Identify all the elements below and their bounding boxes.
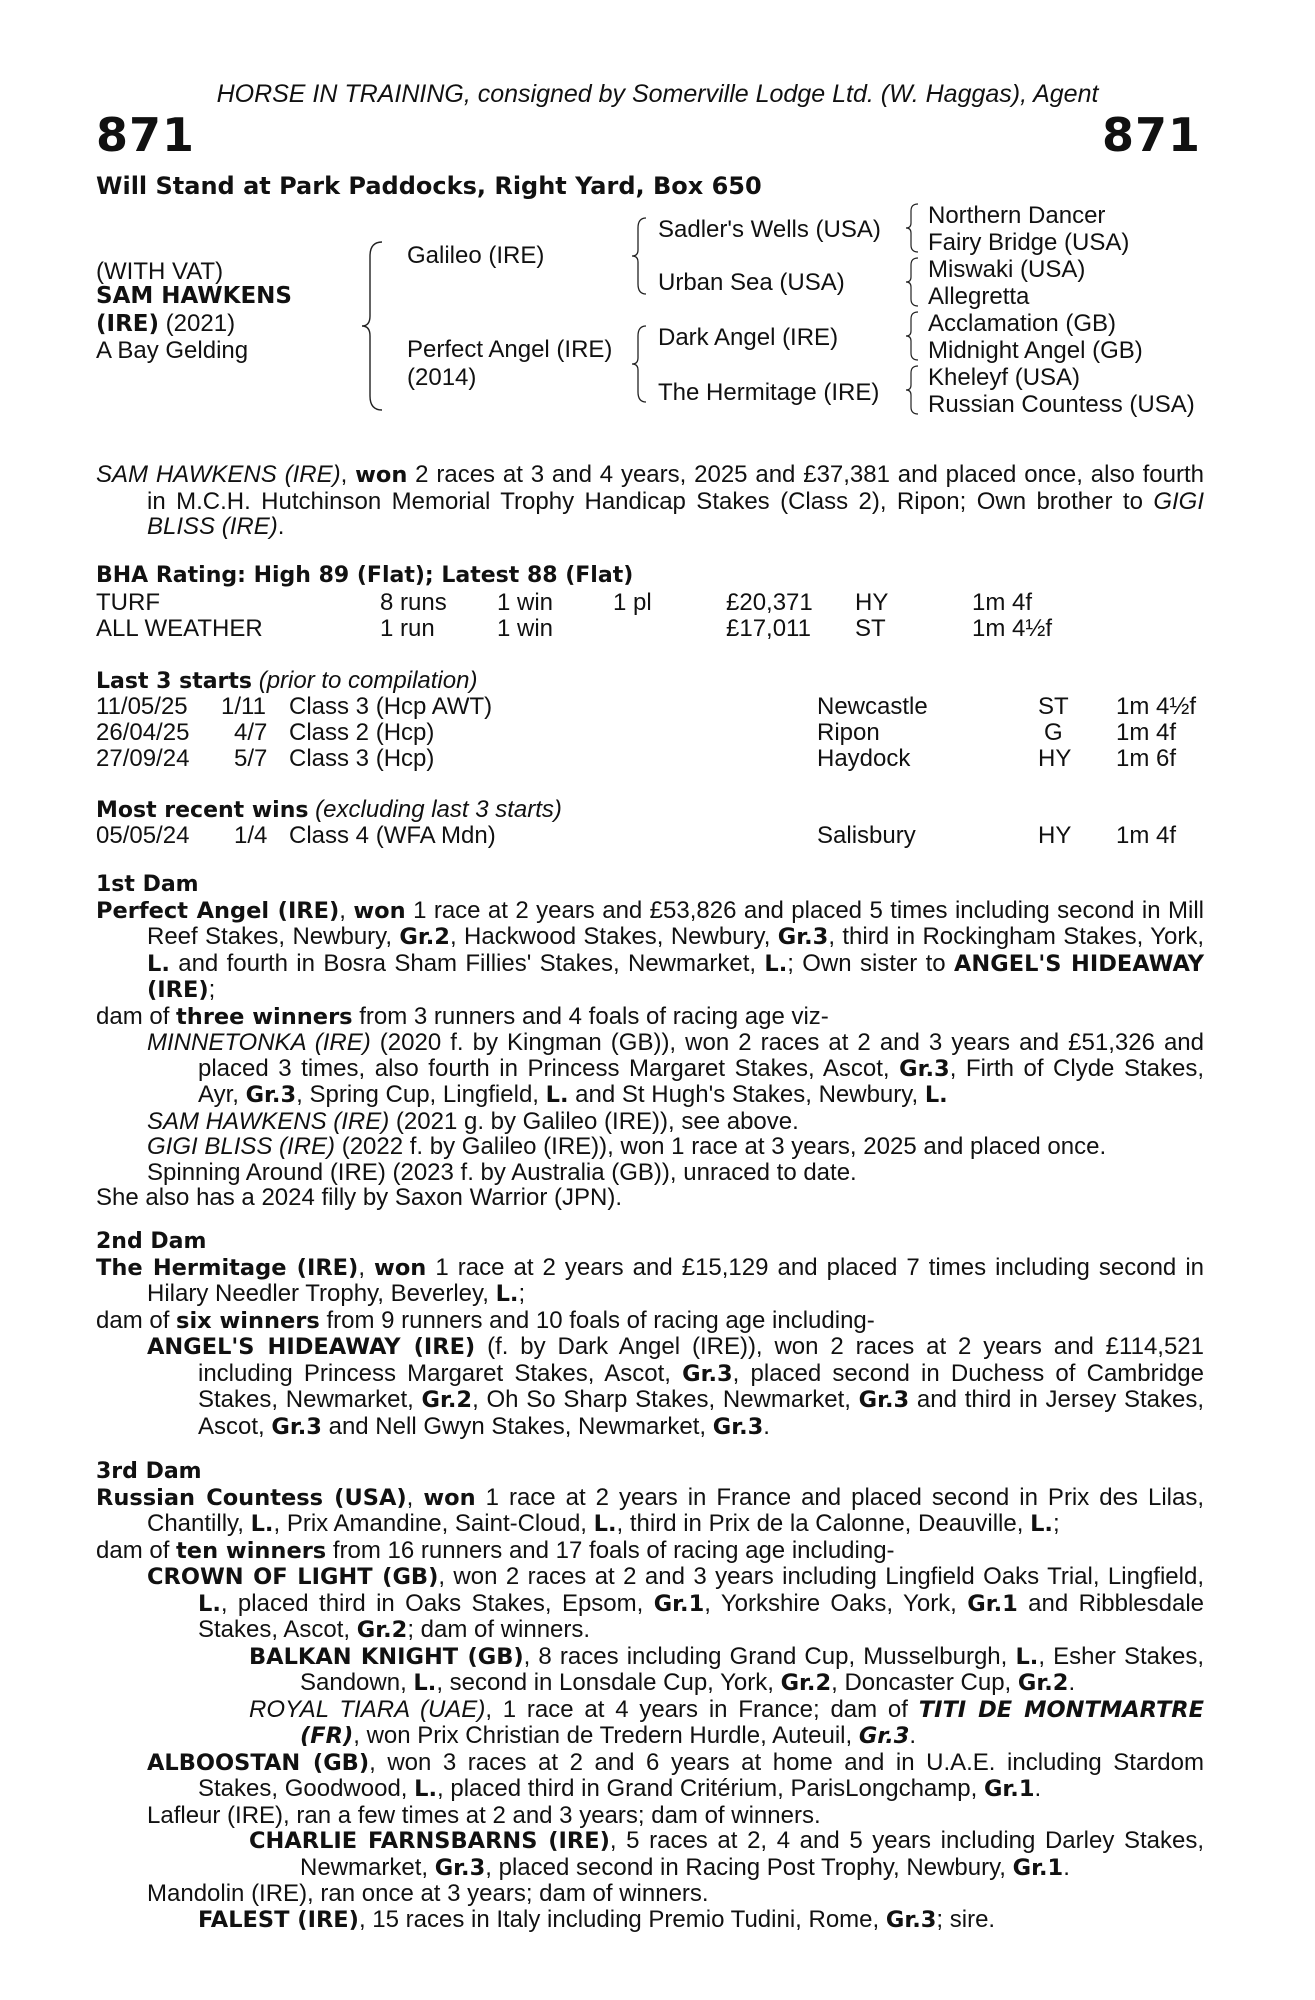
dam1-p1-a: (2020 f. by Kingman (GB)), won 2 races at 2 and 3 years and £51,326 and placed 3 times, also fourth in Princess Margaret Stakes, Ascot, bbox=[198, 1029, 1205, 1082]
last3-row2-course: Ripon bbox=[817, 719, 880, 746]
dam2-p1-a: (f. by Dark Angel (IRE)), won 2 races at 2 years and £114,521 including Princess Margaret Stakes, Ascot, bbox=[198, 1333, 1204, 1387]
dam2-damof-b: from 9 runners and 10 foals of racing age including- bbox=[319, 1306, 875, 1334]
dam1-progeny-3 bbox=[96, 1134, 1204, 1160]
recent-row1-pos: 1/4 bbox=[234, 822, 268, 849]
dam1-also: She also has a 2024 filly by Saxon Warrior (JPN). bbox=[96, 1184, 622, 1211]
dam1-p2-a: (2021 g. by Galileo (IRE)), see above. bbox=[389, 1107, 799, 1135]
last3-row3-pos: 5/7 bbox=[234, 745, 268, 772]
rating-turf-going: HY bbox=[855, 589, 889, 616]
dam3-winners: ten winners bbox=[176, 1537, 327, 1564]
last3-row2-class: Class 2 (Hcp) bbox=[289, 719, 435, 746]
rating-turf-dist: 1m 4f bbox=[972, 589, 1033, 616]
dam1-l2: L. bbox=[764, 950, 788, 977]
dam1-progeny-2 bbox=[96, 1109, 1204, 1135]
last3-row3-class: Class 3 (Hcp) bbox=[289, 745, 435, 772]
vat-note: (WITH VAT) bbox=[96, 258, 224, 285]
recent-note: (excluding last 3 starts) bbox=[308, 796, 562, 823]
dam3-g1-c: , second in Lonsdale Cup, York, bbox=[436, 1669, 781, 1696]
last3-row1-dist: 1m 4½f bbox=[1116, 693, 1197, 720]
sire-sire: Sadler's Wells (USA) bbox=[658, 216, 881, 243]
dam3-won: won bbox=[423, 1484, 476, 1511]
dam3-t1: 1 race at 2 years in France and placed second in Prix des Lilas, Chantilly, bbox=[147, 1483, 1204, 1537]
dam3-g1-l2: L. bbox=[413, 1670, 437, 1696]
dam2-title: 2nd Dam bbox=[96, 1229, 207, 1254]
dam3-c2-b: , placed third in Grand Critérium, ParisLongchamp, bbox=[437, 1775, 984, 1802]
dam3-g4-a: , 15 races in Italy including Premio Tudini, Rome, bbox=[358, 1905, 886, 1933]
dam3-damof-a: dam of bbox=[96, 1536, 177, 1564]
dam1-p1-l2: L. bbox=[924, 1082, 948, 1108]
dam1-t2: , Hackwood Stakes, Newbury, bbox=[449, 923, 778, 950]
dam1-t1: 1 race at 2 years and £53,826 and placed 5 times including second in Mill Reef Stakes, Newbury, bbox=[147, 896, 1204, 950]
intro-end: . bbox=[277, 513, 285, 540]
dam3-g2-b: , won Prix Christian de Tredern Hurdle, Auteuil, bbox=[353, 1722, 859, 1749]
dam3-section bbox=[96, 1459, 1204, 1933]
dam3-damof-b: from 16 runners and 17 foals of racing age including- bbox=[326, 1536, 895, 1564]
dam3-g2-g: Gr.3 bbox=[858, 1723, 910, 1749]
recent-row1-going: HY bbox=[1038, 822, 1072, 849]
pedigree-brace-sd bbox=[904, 256, 922, 308]
horse-name: SAM HAWKENS bbox=[96, 283, 292, 309]
rating-aw-going: ST bbox=[855, 615, 886, 642]
dam3-g1-e: . bbox=[1068, 1669, 1076, 1696]
dam2-p1-g5: Gr.3 bbox=[712, 1413, 764, 1440]
ss-dam: Fairy Bridge (USA) bbox=[928, 229, 1130, 256]
dam1-section bbox=[96, 872, 1204, 1211]
dam2-p1-g2: Gr.2 bbox=[421, 1387, 473, 1413]
dam3-t3: , third in Prix de la Calonne, Deauville, bbox=[616, 1510, 1031, 1537]
last3-row3-date: 27/09/24 bbox=[96, 745, 190, 772]
rating-aw-dist: 1m 4½f bbox=[972, 615, 1053, 642]
dam1-won: won bbox=[353, 897, 406, 924]
dam-dam: The Hermitage (IRE) bbox=[658, 379, 880, 406]
last3-row3-going: HY bbox=[1038, 745, 1072, 772]
dam-year: (2014) bbox=[407, 364, 477, 391]
dam1-l1: L. bbox=[147, 950, 170, 977]
pedigree-brace-dam bbox=[630, 324, 652, 404]
last3-row1-course: Newcastle bbox=[817, 693, 928, 720]
dam3-c1-name: CROWN OF LIGHT (GB) bbox=[147, 1564, 439, 1590]
pedigree-brace-dd bbox=[904, 364, 922, 416]
dam2-won: won bbox=[374, 1254, 427, 1281]
dam3-grandchild-2 bbox=[147, 1697, 1204, 1750]
dam3-c1-a: , won 2 races at 2 and 3 years including Lingfield Oaks Trial, Lingfield, bbox=[438, 1563, 1204, 1590]
ss-sire: Northern Dancer bbox=[928, 202, 1106, 229]
dam3-g2-name: ROYAL TIARA (UAE) bbox=[249, 1695, 486, 1723]
rating-aw-wins: 1 win bbox=[497, 615, 554, 642]
intro-paragraph: SAM HAWKENS (IRE), won 2 races at 3 and 4 years, 2025 and £37,381 and placed once, also fourth in M.C.H. Hutchinson Memorial Trophy Handicap Stakes (Class 2), Ripon; Own brother to GIGI BLISS (IRE). bbox=[96, 461, 1204, 540]
dam3-g2-a: , 1 race at 4 years in France; dam of bbox=[485, 1695, 919, 1723]
dam3-child-2 bbox=[96, 1750, 1204, 1803]
dam3-g4-g: Gr.3 bbox=[885, 1906, 937, 1933]
dam3-g3-b: , placed second in Racing Post Trophy, Newbury, bbox=[485, 1853, 1013, 1881]
dam3-race-record: Russian Countess (USA), won 1 race at 2 years in France and placed second in Prix des Lilas, Chantilly, L., Prix Amandine, Saint-Cloud, L., third in Prix de la Calonne, Deauville, L.; bbox=[96, 1483, 1204, 1537]
dam3-grandchild-1 bbox=[147, 1644, 1204, 1697]
last3-row3-course: Haydock bbox=[817, 745, 911, 772]
dam3-title: 3rd Dam bbox=[96, 1459, 202, 1484]
last3-note: (prior to compilation) bbox=[252, 667, 478, 694]
dam2-p1-b: , placed second in Duchess of Cambridge Stakes, Newmarket, bbox=[198, 1359, 1204, 1413]
dam3-grandchild-4 bbox=[96, 1907, 1204, 1934]
dam1-progeny-1 bbox=[96, 1030, 1204, 1109]
dam: Perfect Angel (IRE) bbox=[407, 336, 613, 363]
recent-row1-class: Class 4 (WFA Mdn) bbox=[289, 822, 496, 849]
dam1-damof-b: from 3 runners and 4 foals of racing age viz- bbox=[352, 1002, 829, 1030]
rating-title: BHA Rating: High 89 (Flat); Latest 88 (Flat) bbox=[96, 563, 634, 588]
dam1-t5: ; Own sister to bbox=[787, 949, 954, 977]
last3-row2-going: G bbox=[1044, 719, 1063, 746]
last3-row1-going: ST bbox=[1038, 693, 1069, 720]
rating-aw-surface: ALL WEATHER bbox=[96, 615, 263, 642]
dam3-child-4: Mandolin (IRE), ran once at 3 years; dam of winners. bbox=[147, 1880, 709, 1907]
dam3-g3-name: CHARLIE FARNSBARNS (IRE) bbox=[249, 1828, 610, 1854]
dam3-g1-name: BALKAN KNIGHT (GB) bbox=[249, 1643, 524, 1670]
last3-row1-class: Class 3 (Hcp AWT) bbox=[289, 693, 493, 720]
dam3-c1-e: ; dam of winners. bbox=[407, 1616, 591, 1643]
dam2-t2: ; bbox=[518, 1280, 526, 1307]
dam3-t4: ; bbox=[1052, 1510, 1060, 1537]
dam3-child-3: Lafleur (IRE), ran a few times at 2 and 3 years; dam of winners. bbox=[147, 1801, 821, 1829]
dam2-progeny-1 bbox=[96, 1334, 1204, 1440]
last3-row2-dist: 1m 4f bbox=[1116, 719, 1177, 746]
dam3-g1-a: , 8 races including Grand Cup, Musselburgh, bbox=[523, 1642, 1016, 1670]
dam1-p1-g2: Gr.3 bbox=[245, 1082, 297, 1108]
recent-title-line bbox=[96, 796, 562, 824]
dam2-p1-d: and third in Jersey Stakes, Ascot, bbox=[198, 1386, 1204, 1440]
dam1-t6: ; bbox=[208, 976, 216, 1003]
sire-dam: Urban Sea (USA) bbox=[658, 269, 845, 296]
dam1-p3-a: (2022 f. by Galileo (IRE)), won 1 race at 3 years, 2025 and placed once. bbox=[335, 1133, 1107, 1160]
dam2-p1-name: ANGEL'S HIDEAWAY (IRE) bbox=[147, 1334, 476, 1360]
dam3-g1-d: , Doncaster Cup, bbox=[831, 1669, 1018, 1696]
last3-row2-pos: 4/7 bbox=[234, 719, 268, 746]
dam1-p1-c: , Spring Cup, Lingfield, bbox=[296, 1081, 546, 1108]
horse-country: (IRE) bbox=[96, 311, 160, 337]
dam2-damof-a: dam of bbox=[96, 1306, 177, 1334]
dam3-g2-c: . bbox=[909, 1722, 917, 1749]
dam1-race-record: Perfect Angel (IRE), won 1 race at 2 years and £53,826 and placed 5 times including second in Mill Reef Stakes, Newbury, Gr.2, Hackwood Stakes, Newbury, Gr.3, third in Rockingham Stakes, York, L. and fourth in Bosra Sham Fillies' Stakes, Newmarket, L.; Own sister to ANGEL'S HIDEAWAY (IRE); bbox=[96, 896, 1205, 1003]
dam1-p1-d: and St Hugh's Stakes, Newbury, bbox=[568, 1081, 925, 1108]
rating-aw-runs: 1 run bbox=[380, 615, 435, 642]
last3-row1-pos: 1/11 bbox=[221, 693, 266, 720]
dam3-g1-b: , Esher Stakes, Sandown, bbox=[300, 1642, 1204, 1696]
horse-origin-line bbox=[96, 310, 235, 338]
dam1-p1-g1: Gr.3 bbox=[899, 1055, 950, 1082]
sire: Galileo (IRE) bbox=[407, 242, 545, 269]
rating-turf-surface: TURF bbox=[96, 589, 160, 616]
dam2-p1-g3: Gr.3 bbox=[858, 1387, 910, 1413]
intro-text: 2 races at 3 and 4 years, 2025 and £37,381 and placed once, also fourth in M.C.H. Hutchinson Memorial Trophy Handicap Stakes (Class 2), Ripon; Own brother to bbox=[147, 461, 1204, 515]
dam3-l1: L. bbox=[250, 1511, 274, 1537]
dam3-g4-name: FALEST (IRE) bbox=[198, 1906, 359, 1933]
dam3-c2-a: , won 3 races at 2 and 6 years at home and in U.A.E. including Stardom Stakes, Goodwood, bbox=[198, 1748, 1204, 1802]
pedigree-brace-ds bbox=[904, 310, 922, 362]
dam3-g3-g1: Gr.3 bbox=[434, 1854, 486, 1881]
dam2-winners: six winners bbox=[176, 1307, 320, 1334]
dam3-g1-g1: Gr.2 bbox=[780, 1670, 832, 1696]
dam3-c1-b: , placed third in Oaks Stakes, Epsom, bbox=[220, 1589, 654, 1617]
horse-description: A Bay Gelding bbox=[96, 337, 249, 364]
dam3-damof bbox=[96, 1538, 1204, 1565]
dam3-name: Russian Countess (USA) bbox=[96, 1484, 407, 1511]
pedigree-brace-ss bbox=[904, 202, 922, 254]
dam3-c2-c: . bbox=[1034, 1775, 1042, 1802]
dam1-g2: Gr.3 bbox=[777, 924, 829, 950]
dam1-p1-l1: L. bbox=[545, 1082, 569, 1108]
dam3-g1-g2: Gr.2 bbox=[1017, 1670, 1069, 1696]
dam2-p1-f: . bbox=[763, 1412, 770, 1440]
dam1-damof bbox=[96, 1004, 1204, 1031]
rating-turf-wins: 1 win bbox=[497, 589, 554, 616]
dam3-c1-l1: L. bbox=[198, 1590, 221, 1617]
last3-title-line bbox=[96, 667, 477, 695]
rating-turf-runs: 8 runs bbox=[380, 589, 447, 616]
ds-sire: Acclamation (GB) bbox=[928, 310, 1117, 337]
dam3-grandchild-3 bbox=[147, 1828, 1204, 1881]
dam3-g3-a: , 5 races at 2, 4 and 5 years including Darley Stakes, Newmarket, bbox=[300, 1827, 1204, 1881]
lot-number-right: 871 bbox=[1101, 108, 1201, 162]
dam3-t2: , Prix Amandine, Saint-Cloud, bbox=[273, 1510, 594, 1537]
dam3-c1-d: and Ribblesdale Stakes, Ascot, bbox=[198, 1589, 1205, 1643]
dam3-c2-g: Gr.1 bbox=[983, 1776, 1035, 1802]
dam1-damof-a: dam of bbox=[96, 1002, 177, 1030]
dam1-p2-name: SAM HAWKENS (IRE) bbox=[147, 1107, 390, 1135]
pedigree-brace-sire bbox=[630, 216, 652, 296]
dam3-c1-g1: Gr.1 bbox=[653, 1590, 705, 1617]
dam3-g3-g2: Gr.1 bbox=[1012, 1854, 1064, 1881]
dam2-name: The Hermitage (IRE) bbox=[96, 1254, 359, 1281]
dam2-section bbox=[96, 1229, 1204, 1440]
dd-dam: Russian Countess (USA) bbox=[928, 391, 1195, 418]
dam2-damof bbox=[96, 1308, 1204, 1335]
dam3-c1-c: , Yorkshire Oaks, York, bbox=[704, 1589, 968, 1617]
dam2-t1: 1 race at 2 years and £15,129 and placed 7 times including second in Hilary Needler Trophy, Beverley, bbox=[147, 1253, 1205, 1307]
intro-name: SAM HAWKENS (IRE) bbox=[96, 461, 341, 488]
recent-row1-date: 05/05/24 bbox=[96, 822, 190, 849]
last3-row3-dist: 1m 6f bbox=[1116, 745, 1177, 772]
dam1-p1-name: MINNETONKA (IRE) bbox=[147, 1029, 371, 1056]
dam2-p1-c: , Oh So Sharp Stakes, Newmarket, bbox=[472, 1386, 859, 1413]
dam3-l3: L. bbox=[1030, 1511, 1053, 1537]
dam2-p1-g1: Gr.3 bbox=[682, 1360, 733, 1387]
dam2-p1-g4: Gr.3 bbox=[271, 1413, 322, 1440]
last3-row1-date: 11/05/25 bbox=[96, 693, 188, 720]
ds-dam: Midnight Angel (GB) bbox=[928, 337, 1143, 364]
dam1-t3: , third in Rockingham Stakes, York, bbox=[828, 923, 1204, 950]
recent-row1-course: Salisbury bbox=[817, 822, 916, 849]
dam1-name: Perfect Angel (IRE) bbox=[96, 897, 340, 924]
dam2-l1: L. bbox=[495, 1281, 519, 1307]
intro-sibling: GIGI BLISS (IRE) bbox=[147, 487, 1204, 540]
dam1-p3-name: GIGI BLISS (IRE) bbox=[147, 1133, 336, 1160]
intro-won: won bbox=[355, 462, 408, 488]
dam3-g4-b: ; sire. bbox=[936, 1905, 996, 1933]
dd-sire: Kheleyf (USA) bbox=[928, 364, 1081, 391]
dam3-child-1 bbox=[96, 1564, 1204, 1644]
dam2-race-record: The Hermitage (IRE), won 1 race at 2 years and £15,129 and placed 7 times including second in Hilary Needler Trophy, Beverley, L.; bbox=[96, 1253, 1205, 1307]
dam1-progeny-4: Spinning Around (IRE) (2023 f. by Australia (GB)), unraced to date. bbox=[147, 1158, 857, 1186]
lot-number-left: 871 bbox=[96, 108, 196, 162]
dam3-c2-l: L. bbox=[414, 1776, 438, 1802]
dam1-g1: Gr.2 bbox=[399, 924, 450, 950]
dam-sire: Dark Angel (IRE) bbox=[658, 324, 839, 351]
dam1-winners: three winners bbox=[176, 1003, 353, 1030]
intro-section bbox=[96, 462, 1204, 540]
horse-year: (2021) bbox=[159, 310, 236, 337]
rating-turf-prize: £20,371 bbox=[726, 589, 813, 616]
dam3-c2-name: ALBOOSTAN (GB) bbox=[147, 1749, 370, 1776]
dam3-g1-l1: L. bbox=[1015, 1643, 1039, 1670]
rating-turf-placed: 1 pl bbox=[613, 589, 652, 616]
consignor-line: HORSE IN TRAINING, consigned by Somerville Lodge Ltd. (W. Haggas), Agent bbox=[216, 80, 1099, 108]
sd-dam: Allegretta bbox=[928, 283, 1030, 310]
rating-aw-prize: £17,011 bbox=[726, 615, 811, 642]
dam1-t4: and fourth in Bosra Sham Fillies' Stakes, Newmarket, bbox=[169, 949, 765, 977]
dam1-sister: ANGEL'S HIDEAWAY (IRE) bbox=[147, 950, 1205, 1003]
recent-title: Most recent wins bbox=[96, 798, 309, 823]
last3-title: Last 3 starts bbox=[96, 669, 253, 694]
dam1-title: 1st Dam bbox=[96, 872, 199, 897]
dam3-c1-g2: Gr.1 bbox=[967, 1590, 1018, 1617]
dam3-l2: L. bbox=[593, 1511, 617, 1537]
dam3-g2-star: TITI DE MONTMARTRE (FR) bbox=[300, 1696, 1204, 1749]
recent-row1-dist: 1m 4f bbox=[1116, 822, 1177, 849]
stand-location: Will Stand at Park Paddocks, Right Yard, Box 650 bbox=[96, 172, 762, 200]
dam3-g3-c: . bbox=[1063, 1853, 1070, 1881]
dam3-c1-g3: Gr.2 bbox=[356, 1617, 408, 1643]
last3-row2-date: 26/04/25 bbox=[96, 719, 190, 746]
dam1-p1-b: , Firth of Clyde Stakes, Ayr, bbox=[198, 1054, 1204, 1108]
pedigree-brace-main bbox=[360, 238, 390, 414]
dam2-p1-e: and Nell Gwyn Stakes, Newmarket, bbox=[321, 1412, 713, 1440]
sd-sire: Miswaki (USA) bbox=[928, 256, 1086, 283]
